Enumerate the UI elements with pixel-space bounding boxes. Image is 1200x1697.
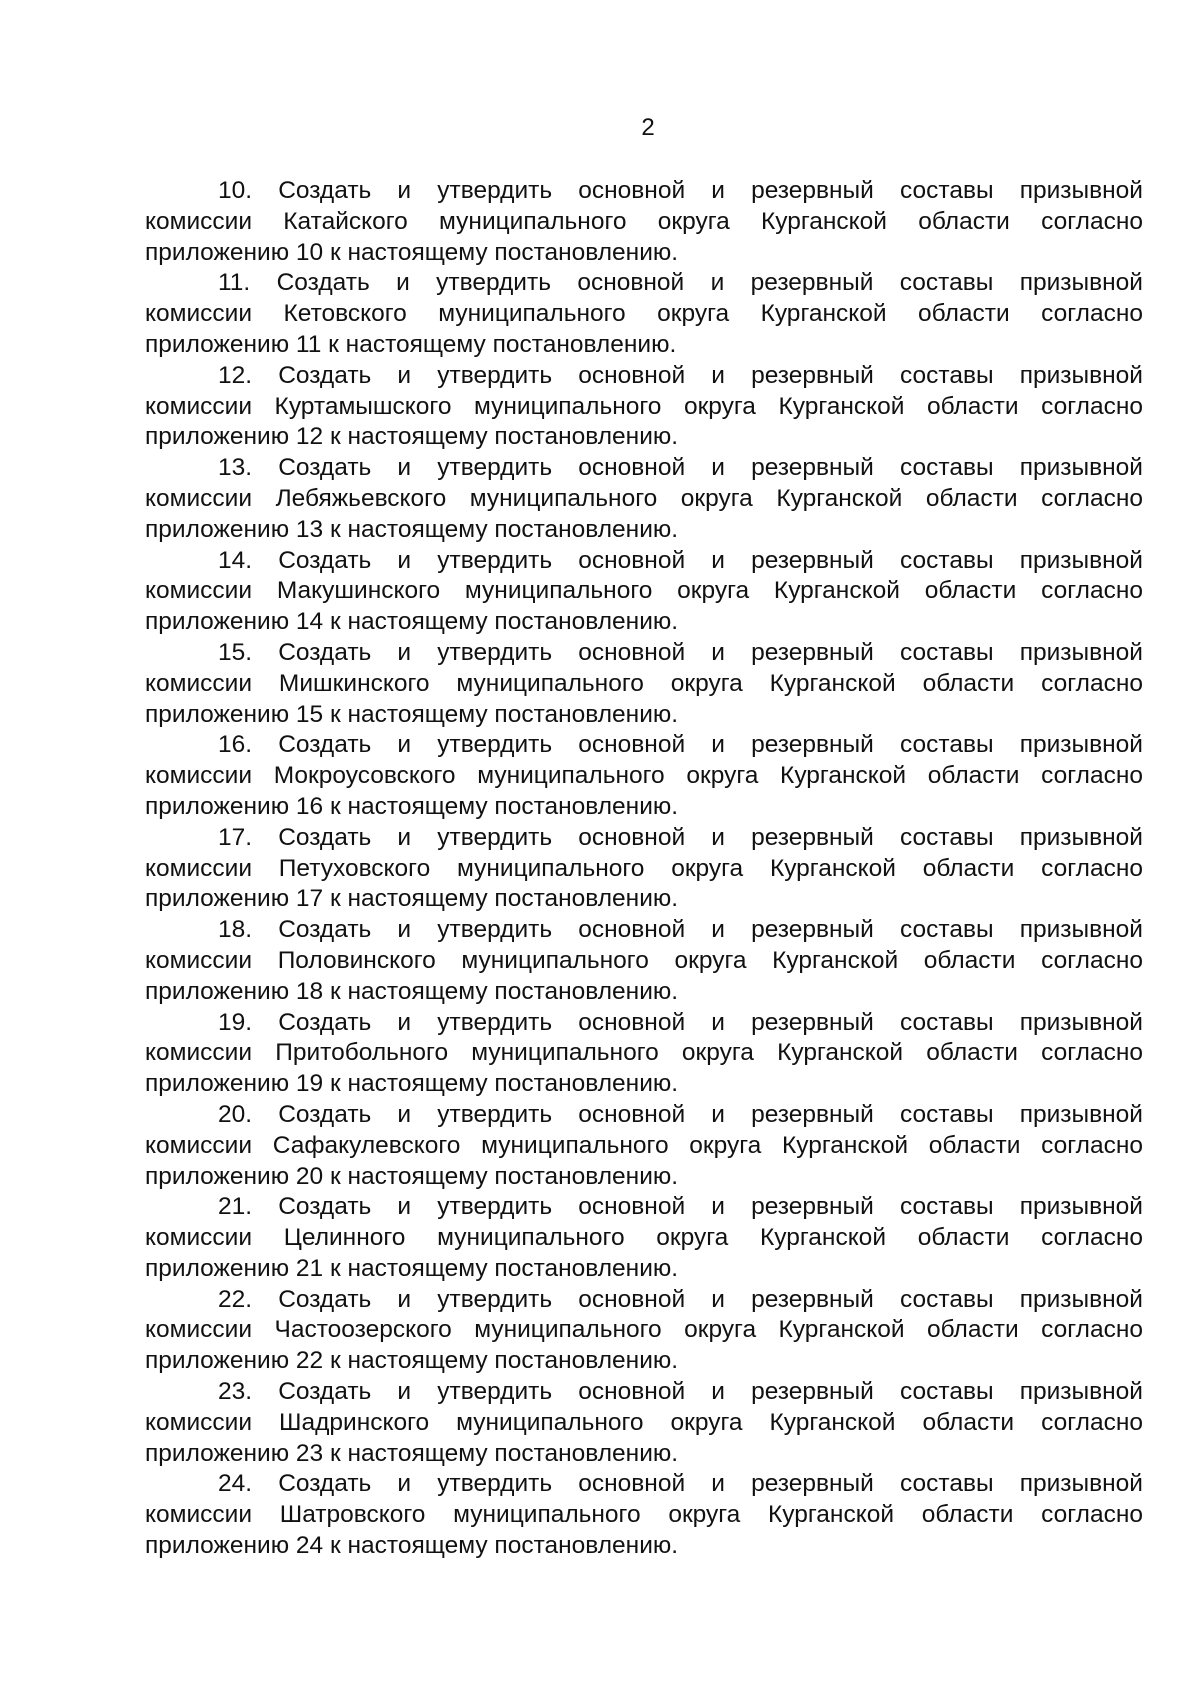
page-number: 2 (641, 114, 655, 141)
clause-line: 19. Создать и утвердить основной и резервный составы призывной (218, 1008, 1143, 1036)
clause-line: комиссии Частоозерского муниципального округа Курганской области согласно (145, 1316, 1143, 1344)
clause-14 (145, 546, 1143, 638)
clause-24 (145, 1469, 1143, 1561)
clause-line: 10. Создать и утвердить основной и резервный составы призывной (218, 177, 1143, 204)
clause-line: 14. Создать и утвердить основной и резервный составы призывной (218, 546, 1143, 574)
clause-line: приложению 15 к настоящему постановлению. (145, 700, 679, 728)
clause-22 (145, 1285, 1143, 1377)
clause-line: приложению 17 к настоящему постановлению. (145, 885, 679, 913)
clause-line: 22. Создать и утвердить основной и резервный составы призывной (218, 1285, 1143, 1313)
clause-line: комиссии Шадринского муниципального округа Курганской области согласно (145, 1408, 1143, 1436)
clause-line: комиссии Притобольного муниципального округа Курганской области согласно (145, 1039, 1143, 1067)
clause-line: 20. Создать и утвердить основной и резервный составы призывной (218, 1100, 1143, 1128)
clause-line: комиссии Катайского муниципального округа Курганской области согласно (145, 207, 1143, 235)
clause-10 (145, 176, 1143, 268)
clause-15 (145, 638, 1143, 730)
clause-20 (145, 1100, 1143, 1192)
clause-12 (145, 361, 1143, 453)
clause-19 (145, 1008, 1143, 1100)
clause-line: приложению 21 к настоящему постановлению. (145, 1254, 679, 1282)
clause-line: 21. Создать и утвердить основной и резервный составы призывной (218, 1193, 1143, 1221)
document-body (145, 176, 1143, 1562)
clause-line: комиссии Лебяжьевского муниципального округа Курганской области согласно (145, 484, 1143, 512)
clause-line: комиссии Мишкинского муниципального округа Курганской области согласно (145, 669, 1143, 697)
clause-line: комиссии Сафакулевского муниципального округа Курганской области согласно (145, 1131, 1143, 1159)
clause-line: комиссии Шатровского муниципального округа Курганской области согласно (145, 1501, 1143, 1529)
clause-18 (145, 915, 1143, 1007)
clause-line: приложению 23 к настоящему постановлению. (145, 1439, 679, 1467)
clause-line: приложению 14 к настоящему постановлению. (145, 608, 679, 636)
clause-21 (145, 1192, 1143, 1284)
clause-line: приложению 16 к настоящему постановлению. (145, 792, 679, 820)
clause-17 (145, 823, 1143, 915)
clause-line: приложению 18 к настоящему постановлению. (145, 977, 679, 1005)
clause-line: приложению 19 к настоящему постановлению. (145, 1070, 679, 1098)
clause-line: комиссии Мокроусовского муниципального округа Курганской области согласно (145, 762, 1143, 790)
clause-line: приложению 24 к настоящему постановлению. (145, 1532, 679, 1560)
clause-line: 13. Создать и утвердить основной и резервный составы призывной (218, 454, 1143, 482)
clause-line: комиссии Кетовского муниципального округа Курганской области согласно (145, 300, 1143, 328)
clause-line: приложению 10 к настоящему постановлению. (145, 238, 679, 266)
clause-line: комиссии Целинного муниципального округа Курганской области согласно (145, 1224, 1143, 1252)
clause-line: 23. Создать и утвердить основной и резервный составы призывной (218, 1378, 1143, 1406)
clause-line: 17. Создать и утвердить основной и резервный составы призывной (218, 823, 1143, 851)
clause-line: 11. Создать и утвердить основной и резервный составы призывной (218, 269, 1143, 297)
clause-line: 18. Создать и утвердить основной и резервный составы призывной (218, 916, 1143, 944)
clause-line: комиссии Куртамышского муниципального округа Курганской области согласно (145, 392, 1143, 420)
clause-23 (145, 1377, 1143, 1469)
clause-16 (145, 730, 1143, 822)
clause-line: приложению 22 к настоящему постановлению. (145, 1347, 679, 1375)
clause-line: 16. Создать и утвердить основной и резервный составы призывной (218, 731, 1143, 759)
clause-line: комиссии Петуховского муниципального округа Курганской области согласно (145, 854, 1143, 882)
clause-line: 15. Создать и утвердить основной и резервный составы призывной (218, 638, 1143, 666)
clause-line: приложению 11 к настоящему постановлению. (145, 330, 677, 358)
clause-line: комиссии Макушинского муниципального округа Курганской области согласно (145, 577, 1143, 605)
clause-line: приложению 20 к настоящему постановлению. (145, 1162, 679, 1190)
clause-13 (145, 453, 1143, 545)
clause-line: 24. Создать и утвердить основной и резервный составы призывной (218, 1470, 1143, 1498)
clause-line: приложению 12 к настоящему постановлению. (145, 423, 679, 451)
clause-line: комиссии Половинского муниципального округа Курганской области согласно (145, 946, 1143, 974)
clause-line: приложению 13 к настоящему постановлению. (145, 515, 679, 543)
clause-line: 12. Создать и утвердить основной и резервный составы призывной (218, 361, 1143, 389)
clause-11 (145, 268, 1143, 360)
